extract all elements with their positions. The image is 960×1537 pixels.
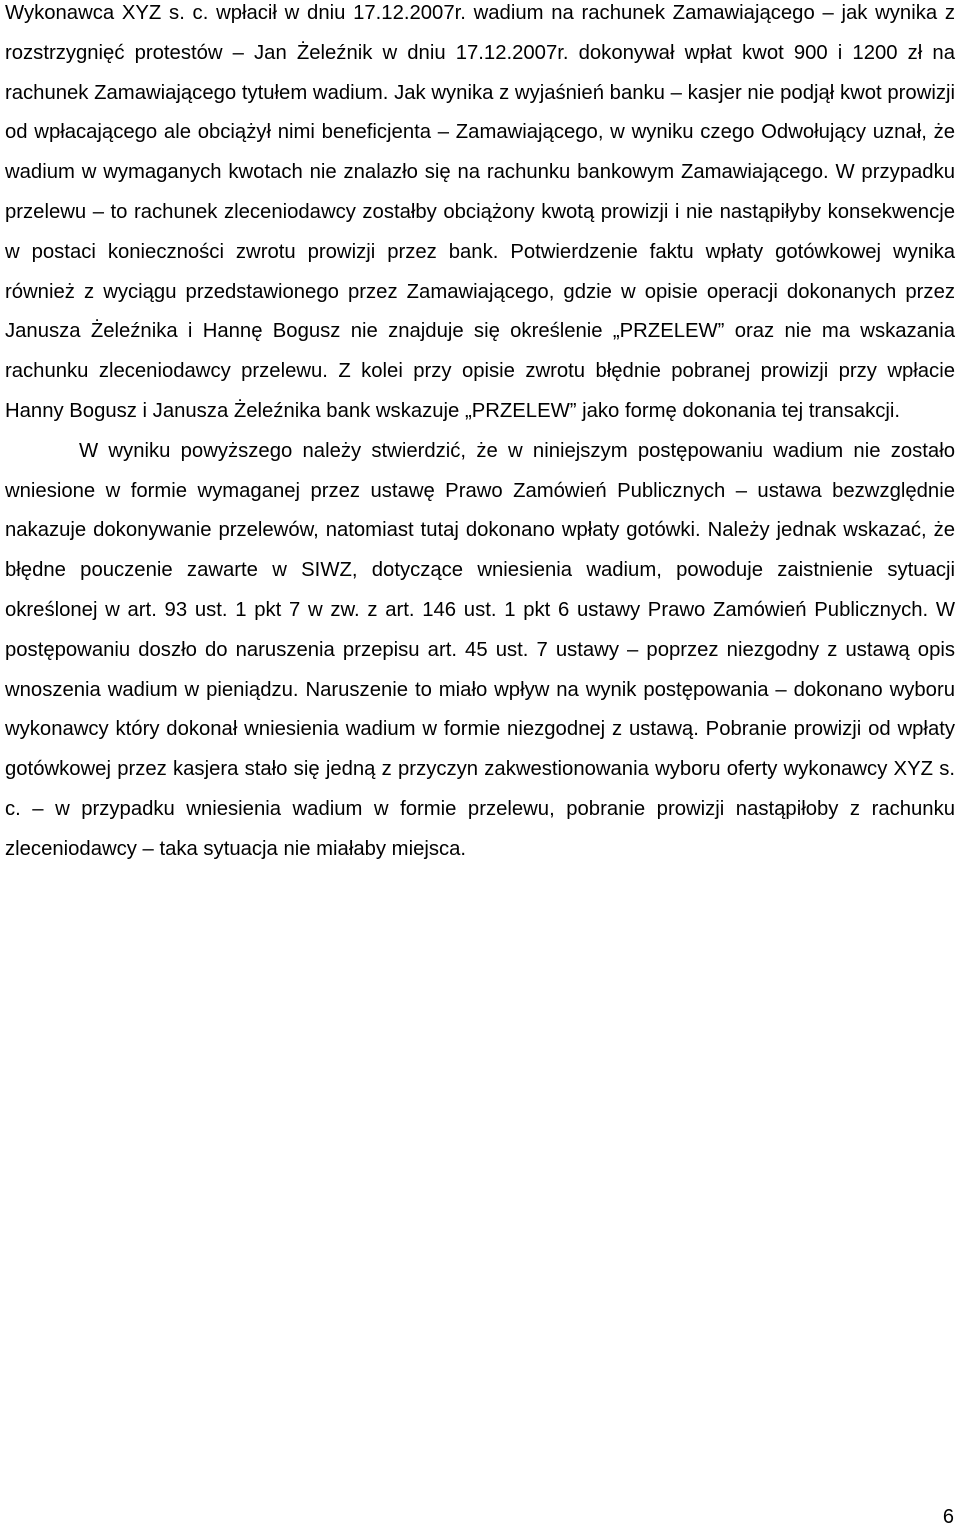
paragraph-conclusion: W wyniku powyższego należy stwierdzić, że w niniejszym postępowaniu wadium nie zostało wniesione w formie wymaganej przez ustawę Prawo Zamówień Publicznych – ustawa bezwzględnie nakazuje dokonywanie przelewów, natomiast tutaj dokonano wpłaty gotówki. Należy jednak wskazać, że błędne pouczenie zawarte w SIWZ, dotyczące wniesienia wadium, powoduje zaistnienie sytuacji określonej w art. 93 ust. 1 pkt 7 w zw. z art. 146 ust. 1 pkt 6 ustawy Prawo Zamówień Publicznych. W postępowaniu doszło do naruszenia przepisu art. 45 ust. 7 ustawy – poprzez niezgodny z ustawą opis wnoszenia wadium w pieniądzu. Naruszenie to miało wpływ na wynik postępowania – dokonano wyboru wykonawcy który dokonał wniesienia wadium w formie niezgodnej z ustawą. Pobranie prowizji od wpłaty gotówkowej przez kasjera stało się jedną z przyczyn zakwestionowania wyboru oferty wykonawcy XYZ s. c. – w przypadku wniesienia wadium w formie przelewu, pobranie prowizji nastąpiłoby z rachunku zleceniodawcy – taka sytuacja nie miałaby miejsca.	[5, 439, 955, 860]
page-number: 6	[942, 1506, 954, 1528]
paragraph-wadium-payment: Wykonawca XYZ s. c. wpłacił w dniu 17.12.2007r. wadium na rachunek Zamawiającego – jak wynika z rozstrzygnięć protestów – Jan Żeleźnik w dniu 17.12.2007r. dokonywał wpłat kwot 900 i 1200 zł na rachunek Zamawiającego tytułem wadium. Jak wynika z wyjaśnień banku – kasjer nie podjął kwot prowizji od wpłacającego ale obciążył nimi beneficjenta – Zamawiającego, w wyniku czego Odwołujący uznał, że wadium w wymaganych kwotach nie znalazło się na rachunku bankowym Zamawiającego. W przypadku przelewu – to rachunek zleceniodawcy zostałby obciążony kwotą prowizji i nie nastąpiłyby konsekwencje w postaci konieczności zwrotu prowizji przez bank. Potwierdzenie faktu wpłaty gotówkowej wynika również z wyciągu przedstawionego przez Zamawiającego, gdzie w opisie operacji dokonanych przez Janusza Żeleźnika i Hannę Bogusz nie znajduje się określenie „PRZELEW” oraz nie ma wskazania rachunku zleceniodawcy przelewu. Z kolei przy opisie zwrotu błędnie pobranej prowizji przy wpłacie Hanny Bogusz i Janusza Żeleźnika bank wskazuje „PRZELEW” jako formę dokonania tej transakcji.	[5, 2, 955, 422]
document-page	[5, 0, 955, 870]
